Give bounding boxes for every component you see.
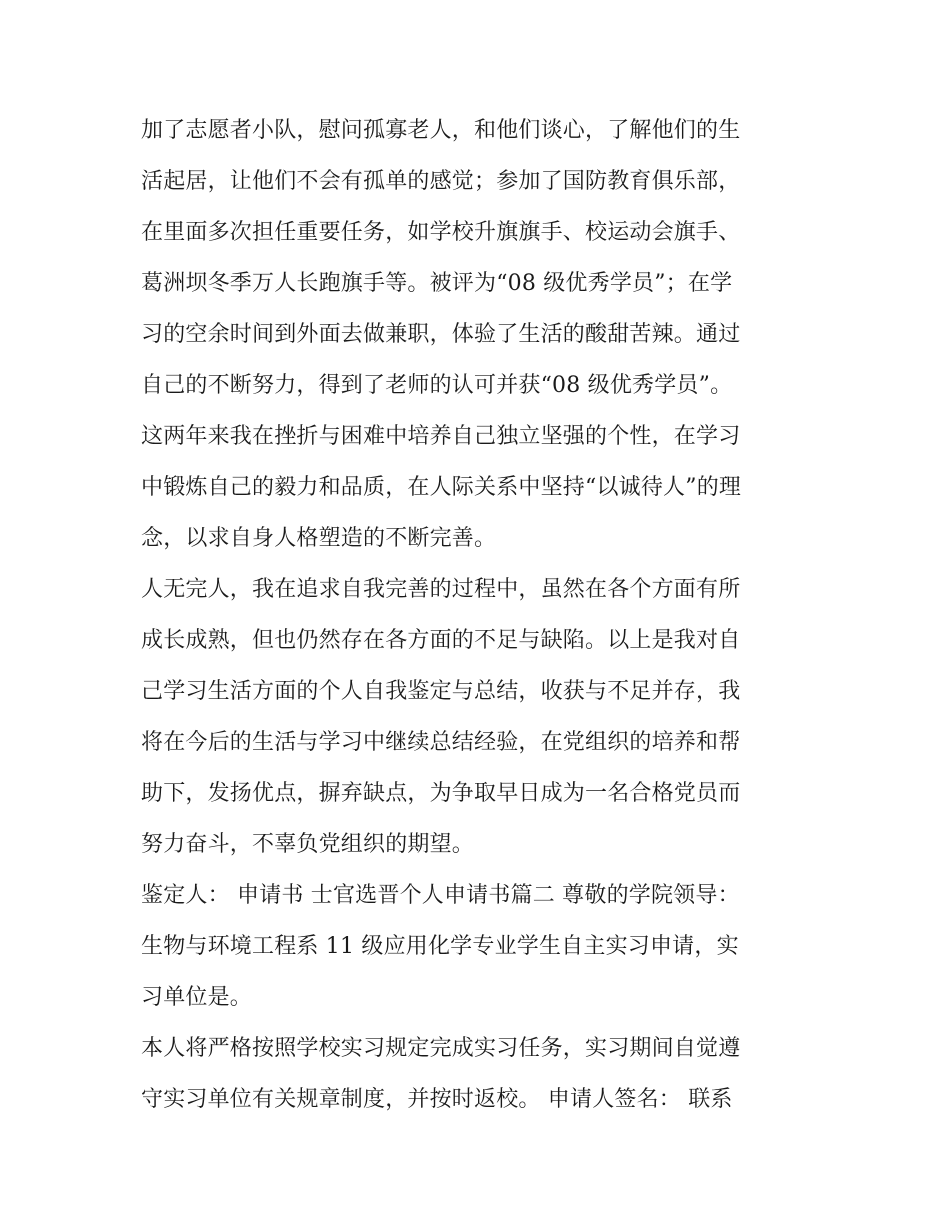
text-line: 习单位是。 <box>141 985 253 1010</box>
text-line: 生物与环境工程系 11 级应用化学专业学生自主实习申请，实 <box>141 934 739 959</box>
text-line: 中锻炼自己的毅力和品质，在人际关系中坚持“以诚待人”的理 <box>141 475 742 500</box>
text-line: 这两年来我在挫折与困难中培养自己独立坚强的个性，在学习 <box>141 424 741 449</box>
document-body <box>141 105 813 1125</box>
text-line: 助下，发扬优点，摒弃缺点，为争取早日成为一名合格党员而 <box>141 781 741 806</box>
text-line: 鉴定人： 申请书 士官选晋个人申请书篇二 尊敬的学院领导： <box>141 883 740 908</box>
text-line: 加了志愿者小队，慰问孤寡老人，和他们谈心，了解他们的生 <box>141 118 741 143</box>
text-line: 葛洲坝冬季万人长跑旗手等。被评为“08 级优秀学员”；在学 <box>141 271 733 296</box>
text-line: 己学习生活方面的个人自我鉴定与总结，收获与不足并存，我 <box>141 679 741 704</box>
text-line: 将在今后的生活与学习中继续总结经验，在党组织的培养和帮 <box>141 730 741 755</box>
text-line: 本人将严格按照学校实习规定完成实习任务，实习期间自觉遵 <box>141 1036 741 1061</box>
text-line: 习的空余时间到外面去做兼职，体验了生活的酸甜苦辣。通过 <box>141 322 741 347</box>
text-line: 自己的不断努力，得到了老师的认可并获“08 级优秀学员”。 <box>141 373 733 398</box>
text-line: 人无完人，我在追求自我完善的过程中，虽然在各个方面有所 <box>141 577 741 602</box>
text-line: 在里面多次担任重要任务，如学校升旗旗手、校运动会旗手、 <box>141 220 741 245</box>
text-line: 守实习单位有关规章制度，并按时返校。 申请人签名： 联系 <box>141 1087 733 1112</box>
text-line: 活起居，让他们不会有孤单的感觉；参加了国防教育俱乐部， <box>141 169 741 194</box>
text-line: 努力奋斗，不辜负党组织的期望。 <box>141 832 475 857</box>
text-line: 念，以求自身人格塑造的不断完善。 <box>141 526 497 551</box>
text-line: 成长成熟，但也仍然存在各方面的不足与缺陷。以上是我对自 <box>141 628 741 653</box>
